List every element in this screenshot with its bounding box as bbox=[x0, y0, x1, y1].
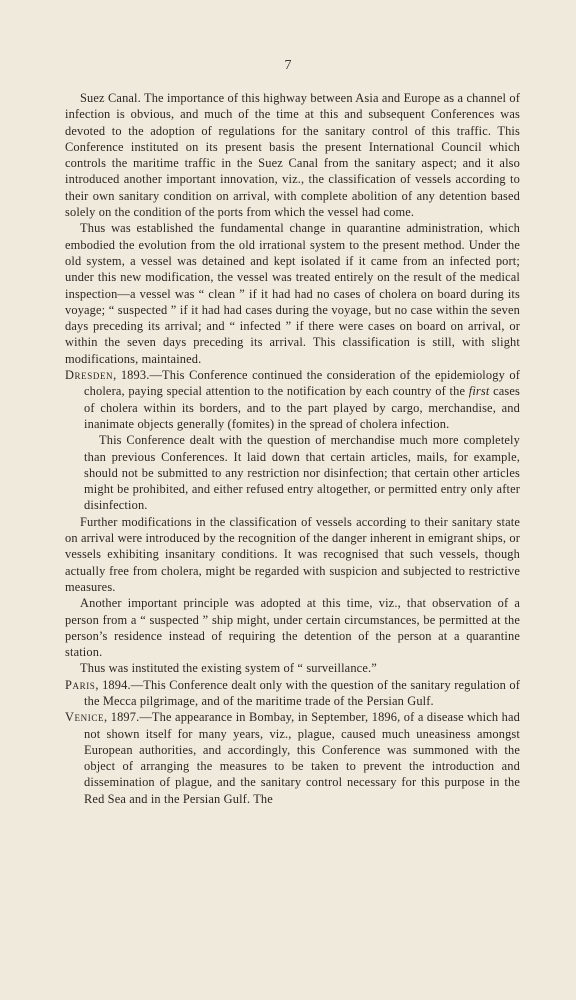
venice-text: , 1897.—The appearance in Bombay, in September, 1896, of a disease which had not shown itself for many years, viz., plague, caused much uneasiness amongst European authorities, and accordingly, this Conference was summoned with the object of arranging the measures to be taken to prevent the introduction and dissemination of plague, and the sanitary control necessary for this purpose in the Red Sea and in the Persian Gulf. The bbox=[84, 710, 520, 806]
paris-text: , 1894.—This Conference dealt only with the question of the sanitary regulation of the Mecca pilgrimage, and of the maritime trade of the Persian Gulf. bbox=[84, 677, 520, 708]
paris-heading: Paris bbox=[65, 677, 96, 692]
paragraph-venice bbox=[65, 709, 520, 807]
page-number: 7 bbox=[284, 58, 292, 73]
dresden-heading: Dresden bbox=[65, 368, 114, 383]
paragraph-paris bbox=[65, 677, 520, 710]
dresden-emphasis: first bbox=[468, 384, 490, 399]
paragraph-further-modifications: Further modifications in the classification of vessels according to their sanitary state on arrival were introduced by the recognition of the danger inherent in emigrant ships, or vessels exhibiting insanitary conditions. It was recognised that such vessels, though actually free from cholera, might be regarded with suspicion and subjected to restrictive measures. bbox=[65, 514, 520, 594]
body-text bbox=[0, 90, 576, 807]
paragraph-quarantine-change: Thus was established the fundamental change in quarantine administration, which embodied the evolution from the old irrational system to the present method. Under the old system, a vessel was detained and kept isolated if it came from an infected port; under this new modification, the vessel was treated entirely on the result of the medical inspection—a vessel was “ clean ” if it had had no cases of cholera on board during its voyage; “ suspected ” if it had had cases during the voyage, but no case within the seven days preceding its arrival; and “ infected ” if there were cases on board on arrival, or within the seven days preceding its arrival. This classification is still, with slight modifications, maintained. bbox=[65, 221, 520, 366]
paragraph-merchandise: This Conference dealt with the question of merchandise much more completely than previous Conferences. It laid down that certain articles, mails, for example, should not be submitted to any restriction nor disinfection; that certain other articles might be prohibited, and either refused entry altogether, or permitted entry only after disinfection. bbox=[84, 433, 520, 513]
paragraph-another-principle: Another important principle was adopted at this time, viz., that observation of a person from a “ suspected ” ship might, under certain circumstances, be permitted at the person’s residence instead of requiring the detention of the person at a quarantine station. bbox=[65, 596, 520, 660]
venice-heading: Venice bbox=[65, 710, 105, 725]
dresden-text-start: , 1893.—This Conference continued the consideration of the epidemiology of cholera, paying special attention to the notification by each country of the bbox=[84, 368, 520, 399]
dresden-text-end: cases of cholera within its borders, and to the part played by cargo, merchandise, and inanimate objects generally (fomites) in the spread of cholera infection. bbox=[84, 384, 520, 431]
paragraph-dresden bbox=[65, 367, 520, 432]
paragraph-suez-canal: Suez Canal. The importance of this highway between Asia and Europe as a channel of infection is obvious, and much of the time at this and subsequent Conferences was devoted to the adoption of regulations for the sanitary control of this traffic. This Conference instituted on its present basis the present International Council which controls the maritime traffic in the Suez Canal from the sanitary aspect; and it also introduced another important innovation, viz., the classification of vessels according to their own sanitary condition on arrival, with complete abolition of any detention based solely on the condition of the ports from which the vessel had come. bbox=[65, 91, 520, 220]
paragraph-surveillance: Thus was instituted the existing system of “ surveillance.” bbox=[80, 661, 377, 676]
